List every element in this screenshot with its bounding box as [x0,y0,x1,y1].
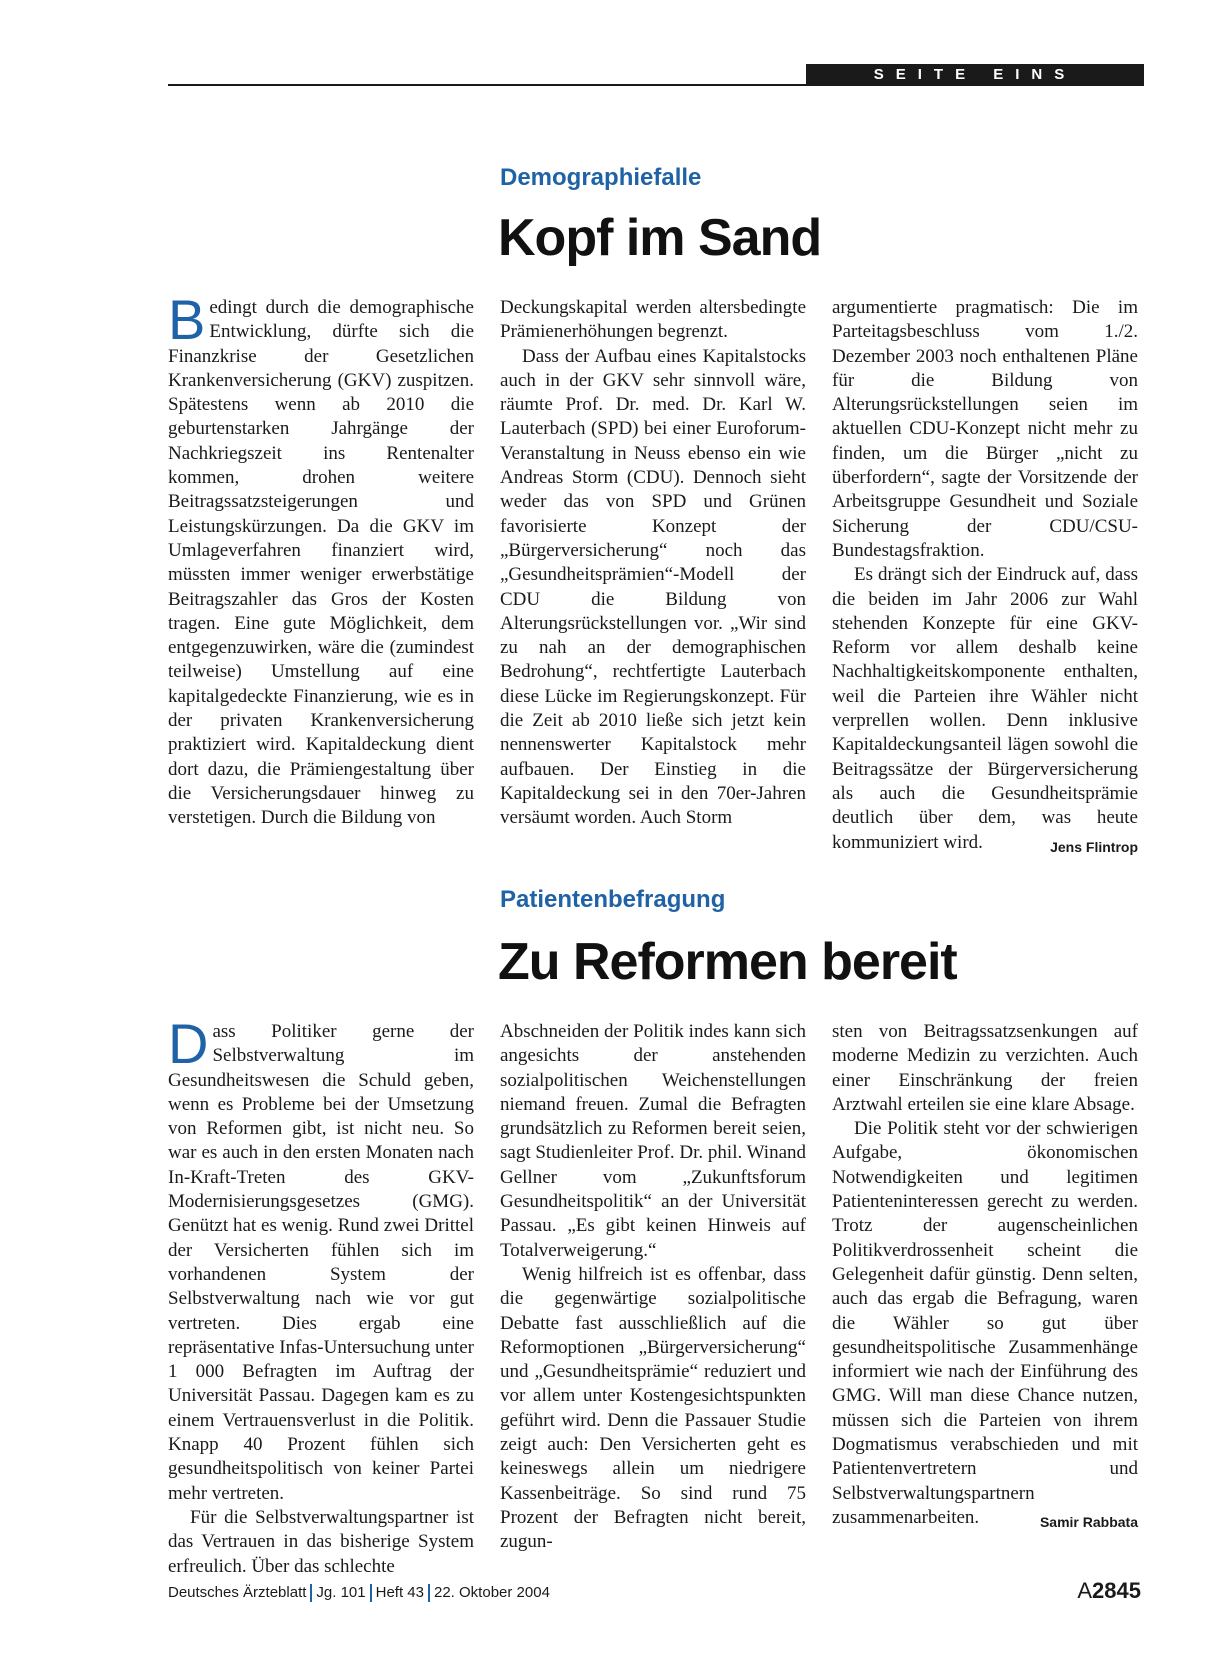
footer-separator [310,1584,312,1602]
article1-col3-para1: argumentierte pragmatisch: Die im Parteitagsbeschluss vom 1./2. Dezember 2003 noch enthaltenen Pläne für die Bildung von Alterungsrückstellungen seien im aktuellen CDU-Konzept nicht mehr zu finden, um die Bürger „nicht zu überfordern“, sagte der Vorsitzende der Arbeitsgruppe Gesundheit und Soziale Sicherung der CDU/CSU-Bundestagsfraktion. [832,297,1138,561]
article2-kicker: Patientenbefragung [500,886,726,913]
page-number-value: 2845 [1092,1578,1141,1603]
footer-volume: Jg. 101 [316,1584,366,1601]
footer-journal: Deutsches Ärzteblatt [168,1584,307,1601]
article2-col1-text: ass Politiker gerne der Selbstverwaltung im Gesundheitswesen die Schuld geben, wenn es Probleme bei der Umsetzung von Reformen gibt, ist nicht neu. So war es auch in den ersten Monaten nach In-Kraft-Treten des GKV-Modernisierungsgesetzes (GMG). Genützt hat es wenig. Rund zwei Drittel der Versicherten fühlen sich im vorhandenen System der Selbstverwaltung nach wie vor gut vertreten. Dies ergab eine repräsentative Infas-Untersuchung unter 1 000 Befragten im Auftrag der Universität Passau. Dagegen kam es zu einem Vertrauensverlust in die Politik. Knapp 40 Prozent fühlen sich gesundheitspolitisch von keiner Partei mehr vertreten. [168,1021,474,1504]
page-prefix: A [1077,1578,1093,1603]
footer-separator [370,1584,372,1602]
article2-column-3 [832,1020,1138,1534]
article2-col2-para2: Wenig hilfreich ist es offenbar, dass die gegenwärtige sozialpolitische Debatte fast ausschließlich auf die Reformoptionen „Bürgerversicherung“ und „Gesundheitsprämie“ reduziert und vor allem unter Kostengesichtspunkten geführt wird. Denn die Passauer Studie zeigt auch: Den Versicherten geht es keineswegs allein um niedrigere Kassenbeiträge. So sind rund 75 Prozent der Befragten nicht bereit, zugun- [500,1263,806,1553]
article2-col3-para2: Die Politik steht vor der schwierigen Aufgabe, ökonomischen Notwendigkeiten und legitimen Patienteninteressen gerecht zu werden. Trotz der augenscheinlichen Politikverdrossenheit scheint die Gelegenheit dafür günstig. Denn selten, auch das ergab die Befragung, waren die Wähler so gut über gesundheitspolitische Zusammenhänge informiert wie nach der Einführung des GMG. Will man diese Chance nutzen, müssen sich die Parteien von ihrem Dogmatismus verabschieden und mit Patientenvertretern und Selbstverwaltungspartnern zusammenarbeiten. [832,1118,1138,1528]
page-number [1077,1578,1141,1604]
section-tag: SEITE EINS [806,64,1144,86]
article2-dropcap: D [168,1012,209,1075]
article2-headline: Zu Reformen bereit [498,933,957,991]
article1-dropcap: B [168,288,206,351]
article1-col2-para2: Dass der Aufbau eines Kapitalstocks auch in der GKV sehr sinnvoll wäre, räumte Prof. Dr. med. Dr. Karl W. Lauterbach (SPD) bei einer Euroforum-Veranstaltung in Neuss ebenso ein wie Andreas Storm (CDU). Dennoch sieht weder das von SPD und Grünen favorisierte Konzept der „Bürgerversicherung“ noch das „Gesundheitsprämien“-Modell der CDU die Bildung von Alterungsrückstellungen vor. „Wir sind zu nah an der demographischen Bedrohung“, rechtfertigte Lauterbach diese Lücke im Regierungskonzept. Für die Zeit ab 2010 ließe sich jetzt kein nennenswerter Kapitalstock mehr aufbauen. Der Einstieg in die Kapitaldeckung sei in den 70er-Jahren versäumt worden. Auch Storm [500,345,806,829]
article1-kicker: Demographiefalle [500,164,702,191]
footer-separator [428,1584,430,1602]
footer-issue: Heft 43 [375,1584,424,1601]
article1-column-2 [500,296,806,831]
article1-col3-para2: Es drängt sich der Eindruck auf, dass die beiden im Jahr 2006 zur Wahl stehenden Konzepte für eine GKV-Reform vor allem deshalb keine Nachhaltigkeitskomponente enthalten, weil die Parteien ihre Wähler nicht verprellen wollen. Denn inklusive Kapitaldeckungsanteil lägen sowohl die Beitragssätze der Bürgerversicherung als auch die Gesundheitsprämie deutlich über dem, was heute kommuniziert wird. [832,564,1138,853]
article1-column-3 [832,296,1138,859]
article1-column-1 [168,288,474,831]
footer-date: 22. Oktober 2004 [434,1584,550,1601]
article2-column-1 [168,1012,474,1579]
article2-author: Samir Rabbata [1039,1513,1138,1530]
article1-headline: Kopf im Sand [498,209,822,267]
article2-col1-para2: Für die Selbstverwaltungspartner ist das Vertrauen in das bisherige System erfreulich. Über das schlechte [168,1506,474,1577]
article2-col2-para1: Abschneiden der Politik indes kann sich angesichts der anstehenden sozialpolitischen Weichenstellungen niemand freuen. Zumal die Befragten grundsätzlich zu Reformen bereit seien, sagt Studienleiter Prof. Dr. phil. Winand Gellner vom „Zukunftsforum Gesundheitspolitik“ an der Universität Passau. „Es gibt keinen Hinweis auf Totalverweigerung.“ [500,1021,807,1261]
article1-col2-para1: Deckungskapital werden altersbedingte Prämienerhöhungen begrenzt. [500,297,806,343]
article1-col1-text: edingt durch die demographische Entwicklung, dürfte sich die Finanzkrise der Gesetzlichen Krankenversicherung (GKV) zuspitzen. Spätestens wenn ab 2010 die geburtenstarken Jahrgänge der Nachkriegszeit ins Rentenalter kommen, drohen weitere Beitragssatzsteigerungen und Leistungskürzungen. Da die GKV im Umlageverfahren finanziert wird, müssten immer weniger erwerbstätige Beitragszahler das Gros der Kosten tragen. Eine gute Möglichkeit, dem entgegenzuwirken, wäre die (zumindest teilweise) Umstellung auf eine kapitalgedeckte Finanzierung, wie es in der privaten Krankenversicherung praktiziert wird. Kapitaldeckung dient dort dazu, die Prämiengestaltung über die Versicherungsdauer hinweg zu verstetigen. Durch die Bildung von [168,297,474,829]
article1-author: Jens Flintrop [1050,838,1138,855]
article2-col3-para1: sten von Beitragssatzsenkungen auf moderne Medizin zu verzichten. Auch einer Einschränkung der freien Arztwahl erteilen sie eine klare Absage. [832,1021,1138,1115]
article2-column-2 [500,1020,806,1555]
footer-citation [168,1584,550,1602]
